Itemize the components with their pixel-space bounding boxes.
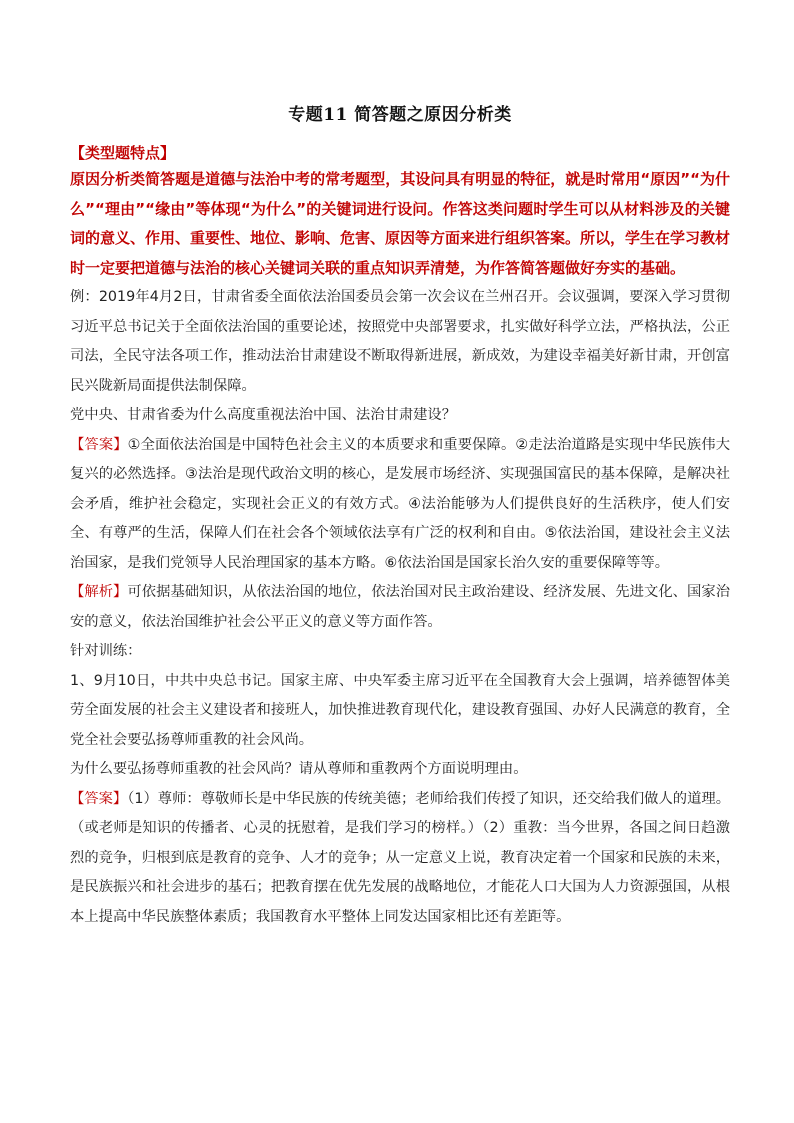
practice-q1-answer	[70, 785, 730, 933]
q1-answer-label: 【答案】	[70, 790, 128, 807]
analysis-text: 可依据基础知识，从依法治国的地位，依法治国对民主政治建设、经济发展、先进文化、国家治安的意义，依法治国维护社会公平正义的意义等方面作答。	[70, 584, 731, 630]
example-analysis	[70, 578, 730, 637]
document-title: 专题11 简答题之原因分析类	[288, 105, 512, 125]
practice-q1-material: 1、9月10日，中共中央总书记。国家主席、中央军委主席习近平在全国教育大会上强调，培养德智体美劳全面发展的社会主义建设者和接班人，加快推进教育现代化，建设教育强国、办好人民满意的教育，全党全社会要弘扬尊师重教的社会风尚。	[70, 672, 730, 748]
example-answer	[70, 431, 730, 579]
section-heading: 【类型题特点】	[70, 144, 176, 162]
practice-q1-question: 为什么要弘扬尊师重教的社会风尚？请从尊师和重教两个方面说明理由。	[70, 761, 528, 777]
example-question: 党中央、甘肃省委为什么高度重视法治中国、法治甘肃建设？	[70, 407, 457, 423]
answer-text: ①全面依法治国是中国特色社会主义的本质要求和重要保障。②走法治道路是实现中华民族伟大复兴的必然选择。③法治是现代政治文明的核心，是发展市场经济、实现强国富民的基本保障，是解决社会矛盾，维护社会稳定，实现社会正义的有效方式。④法治能够为人们提供良好的生活秩序，使人们安全、有尊严的生活，保障人们在社会各个领域依法享有广泛的权利和自由。⑤依法治国，建设社会主义法治国家，是我们党领导人民治理国家的基本方略。⑥依法治国是国家长治久安的重要保障等等。	[70, 436, 731, 571]
answer-label: 【答案】	[70, 436, 128, 453]
q1-answer-text: （1）尊师：尊敬师长是中华民族的传统美德；老师给我们传授了知识，还交给我们做人的道理。（或老师是知识的传播者、心灵的抚慰着，是我们学习的榜样。）（2）重教：当今世界，各国之间日趋激烈的竞争，归根到底是教育的竞争、人才的竞争；从一定意义上说，教育决定着一个国家和民族的未来，是民族振兴和社会进步的基石；把教育摆在优先发展的战略地位，才能花人口大国为人力资源强国，从根本上提高中华民族整体素质；我国教育水平整体上同发达国家相比还有差距等。	[70, 790, 731, 925]
practice-heading: 针对训练：	[70, 643, 142, 659]
example-material: 例：2019年4月2日，甘肃省委全面依法治国委员会第一次会议在兰州召开。会议强调，要深入学习贯彻习近平总书记关于全面依法治国的重要论述，按照党中央部署要求，扎实做好科学立法，严格执法，公正司法，全民守法各项工作，推动法治甘肃建设不断取得新进展，新成效，为建设幸福美好新甘肃，开创富民兴陇新局面提供法制保障。	[70, 289, 730, 394]
intro-paragraph: 原因分析类简答题是道德与法治中考的常考题型，其设问具有明显的特征，就是时常用“原因”“为什么”“理由”“缘由”等体现“为什么”的关键词进行设问。作答这类问题时学生可以从材料涉及的关键词的意义、作用、重要性、地位、影响、危害、原因等方面来进行组织答案。所以，学生在学习教材时一定要把道德与法治的核心关键词关联的重点知识弄清楚，为作答简答题做好夯实的基础。	[70, 170, 731, 277]
document-page	[70, 100, 730, 932]
analysis-label: 【解析】	[70, 584, 128, 600]
